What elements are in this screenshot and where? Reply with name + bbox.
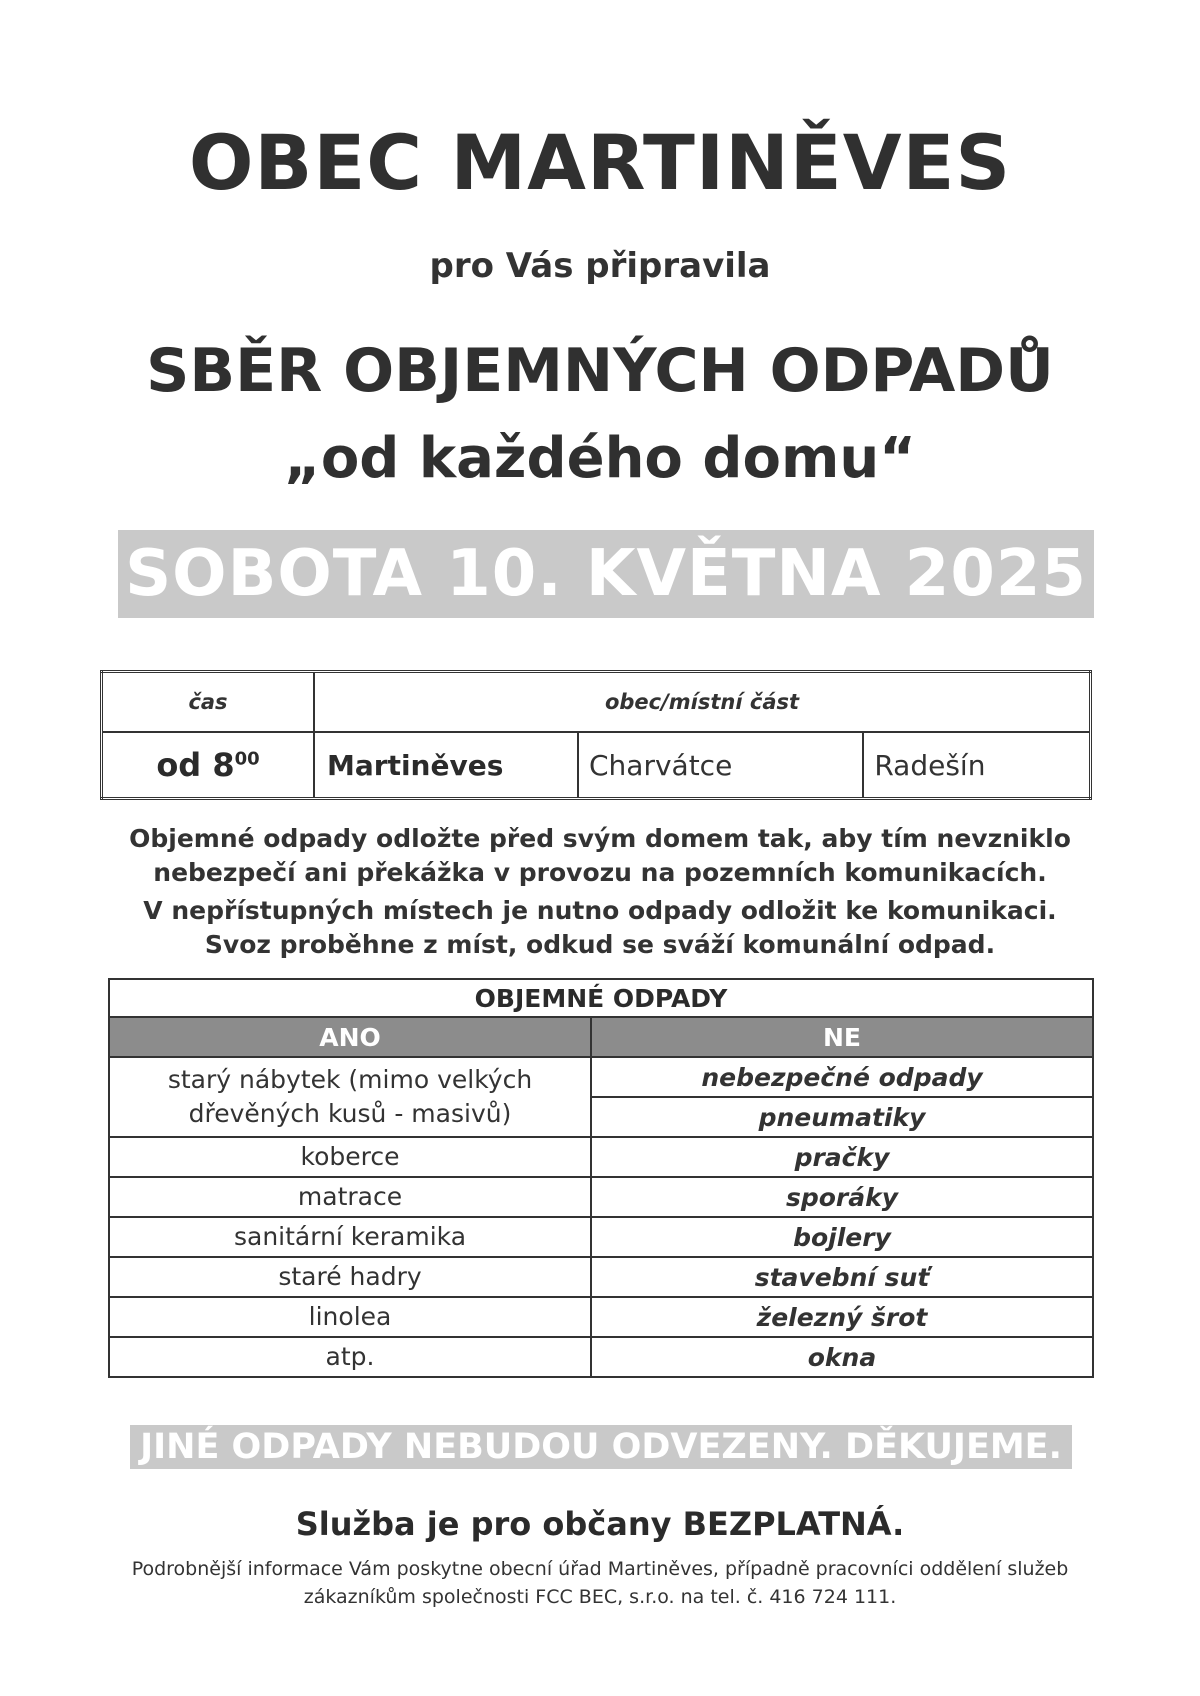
no-item: okna: [591, 1337, 1093, 1377]
no-item: sporáky: [591, 1177, 1093, 1217]
waste-columns-row: [109, 1017, 1093, 1057]
yes-item: staré hadry: [109, 1257, 591, 1297]
headline: SBĚR OBJEMNÝCH ODPADŮ: [146, 336, 1054, 406]
no-item: nebezpečné odpady: [591, 1057, 1093, 1097]
free-service-note: Služba je pro občany BEZPLATNÁ.: [295, 1505, 905, 1543]
time-minutes: 00: [234, 748, 260, 770]
yes-item: starý nábytek (mimo velkých dřevěných kusů - masivů): [109, 1057, 591, 1137]
table-row: [109, 1337, 1093, 1377]
yes-item: sanitární keramika: [109, 1217, 591, 1257]
table-row: [109, 1177, 1093, 1217]
table-row: [109, 1137, 1093, 1177]
table-row: [109, 1217, 1093, 1257]
no-item: stavební suť: [591, 1257, 1093, 1297]
table-row: [109, 1257, 1093, 1297]
waste-title: OBJEMNÉ ODPADY: [109, 979, 1093, 1017]
schedule-header-row: [102, 672, 1091, 733]
place-martineves: Martiněves: [314, 732, 578, 799]
yes-item: matrace: [109, 1177, 591, 1217]
place-radesin: Radešín: [863, 732, 1090, 799]
page-title: OBEC MARTINĚVES: [188, 118, 1012, 207]
place-charvatce: Charvátce: [578, 732, 863, 799]
table-row: [109, 1057, 1093, 1097]
subtitle: pro Vás připravila: [429, 246, 771, 286]
yes-item: linolea: [109, 1297, 591, 1337]
date-banner: SOBOTA 10. KVĚTNA 2025: [118, 530, 1094, 618]
time-header: čas: [102, 672, 315, 733]
schedule-table: [100, 670, 1092, 800]
place-header: obec/místní část: [314, 672, 1091, 733]
no-item: pneumatiky: [591, 1097, 1093, 1137]
notice-paragraph-1: Objemné odpady odložte před svým domem tak, aby tím nevzniklo nebezpečí ani překážka v provozu na pozemních komunikacích.: [129, 824, 1071, 887]
notice-paragraph-2: V nepřístupných místech je nutno odpady odložit ke komunikaci. Svoz proběhne z míst, odkud se sváží komunální odpad.: [143, 896, 1057, 959]
schedule-row: [102, 732, 1091, 799]
yes-item: atp.: [109, 1337, 591, 1377]
yes-header: ANO: [109, 1017, 591, 1057]
contact-info: Podrobnější informace Vám poskytne obecní úřad Martiněves, případně pracovníci oddělení služeb zákazníkům společnosti FCC BEC, s.r.o. na tel. č. 416 724 111.: [131, 1558, 1069, 1608]
headline-quote: „od každého domu“: [284, 426, 916, 491]
no-header: NE: [591, 1017, 1093, 1057]
no-item: bojlery: [591, 1217, 1093, 1257]
no-item: pračky: [591, 1137, 1093, 1177]
footer-banner: JINÉ ODPADY NEBUDOU ODVEZENY. DĚKUJEME.: [130, 1425, 1072, 1469]
no-item: železný šrot: [591, 1297, 1093, 1337]
yes-item: koberce: [109, 1137, 591, 1177]
time-value: od 8: [156, 746, 235, 784]
time-cell: [102, 732, 315, 799]
waste-table: [108, 978, 1094, 1378]
table-row: [109, 1297, 1093, 1337]
waste-title-row: [109, 979, 1093, 1017]
